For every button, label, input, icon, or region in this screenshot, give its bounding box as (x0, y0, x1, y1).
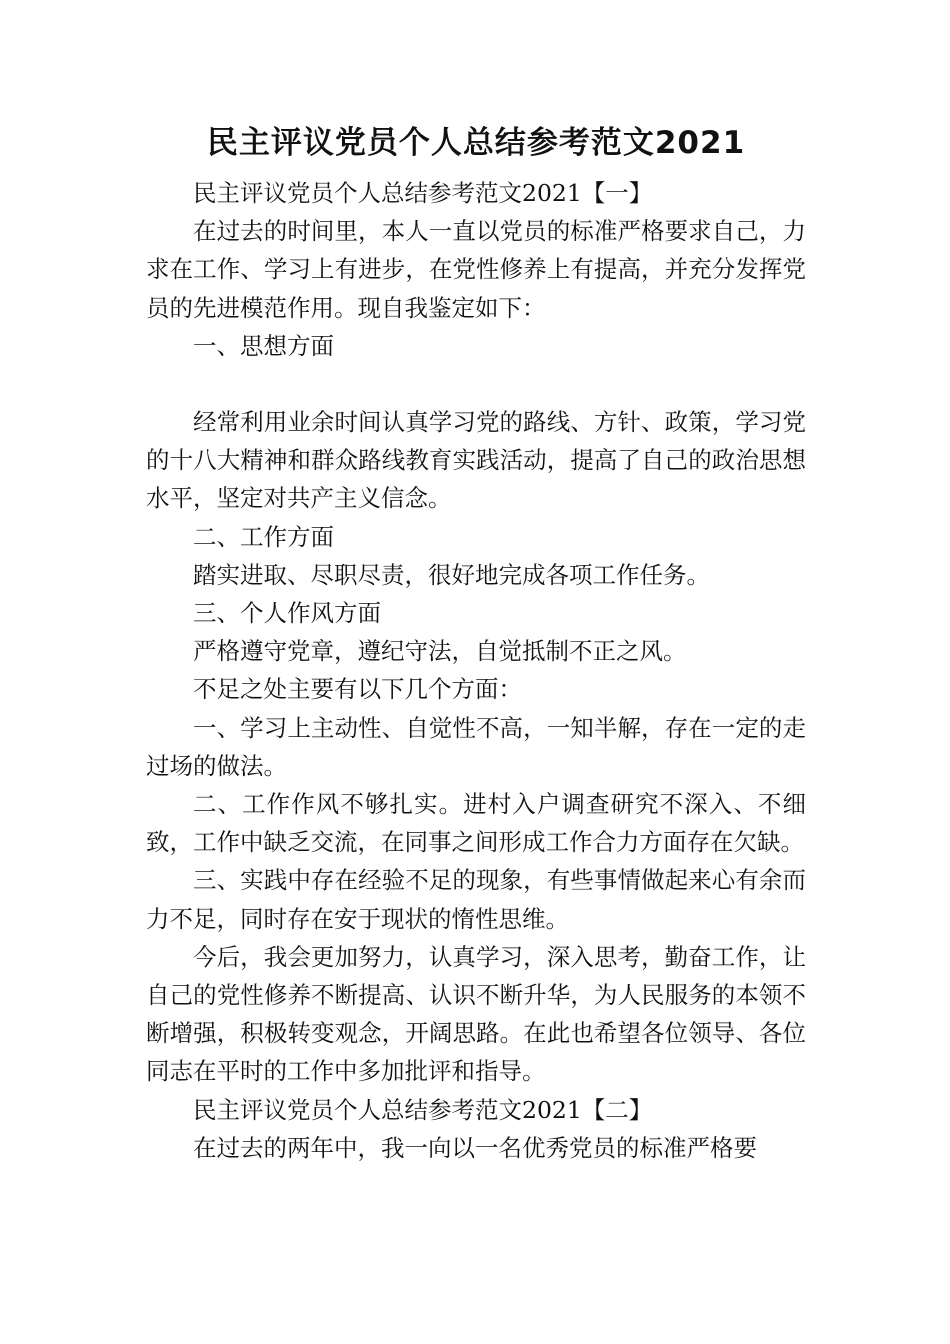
paragraph-thought-body: 经常利用业余时间认真学习党的路线、方针、政策，学习党的十八大精神和群众路线教育实践活动，提高了自己的政治思想水平，坚定对共产主义信念。 (146, 408, 806, 513)
blank-line (146, 365, 806, 403)
paragraph-shortcoming-1: 一、学习上主动性、自觉性不高，一知半解，存在一定的走过场的做法。 (146, 713, 806, 780)
paragraph-section-2-start: 在过去的两年中，我一向以一名优秀党员的标准严格要 (193, 1133, 757, 1162)
paragraph-shortcomings-intro: 不足之处主要有以下几个方面： (193, 675, 522, 704)
paragraph-future-plan: 今后，我会更加努力，认真学习，深入思考，勤奋工作，让自己的党性修养不断提高、认识不断升华，为人民服务的本领不断增强，积极转变观念，开阔思路。在此也希望各位领导、各位同志在平时的工作中多加批评和指导。 (146, 942, 806, 1086)
paragraph-section-heading-2: 民主评议党员个人总结参考范文2021【二】 (193, 1095, 653, 1124)
paragraph-shortcoming-2: 二、工作作风不够扎实。进村入户调查研究不深入、不细致，工作中缺乏交流，在同事之间形成工作合力方面存在欠缺。 (146, 790, 806, 857)
paragraph-heading-style: 三、个人作风方面 (193, 599, 381, 628)
paragraph-shortcoming-3: 三、实践中存在经验不足的现象，有些事情做起来心有余而力不足，同时存在安于现状的惰性思维。 (146, 866, 806, 933)
paragraph-section-heading-1: 民主评议党员个人总结参考范文2021【一】 (193, 179, 653, 207)
paragraph-work-body: 踏实进取、尽职尽责，很好地完成各项工作任务。 (193, 560, 710, 589)
paragraph-heading-thought: 一、思想方面 (193, 331, 334, 360)
paragraph-heading-work: 二、工作方面 (193, 522, 334, 551)
document-title: 民主评议党员个人总结参考范文2021 (206, 125, 746, 161)
paragraph-intro: 在过去的时间里，本人一直以党员的标准严格要求自己，力求在工作、学习上有进步，在党性修养上有提高，并充分发挥党员的先进模范作用。现自我鉴定如下： (146, 217, 806, 322)
document-page (146, 118, 806, 1167)
paragraph-style-body: 严格遵守党章，遵纪守法，自觉抵制不正之风。 (193, 637, 687, 666)
